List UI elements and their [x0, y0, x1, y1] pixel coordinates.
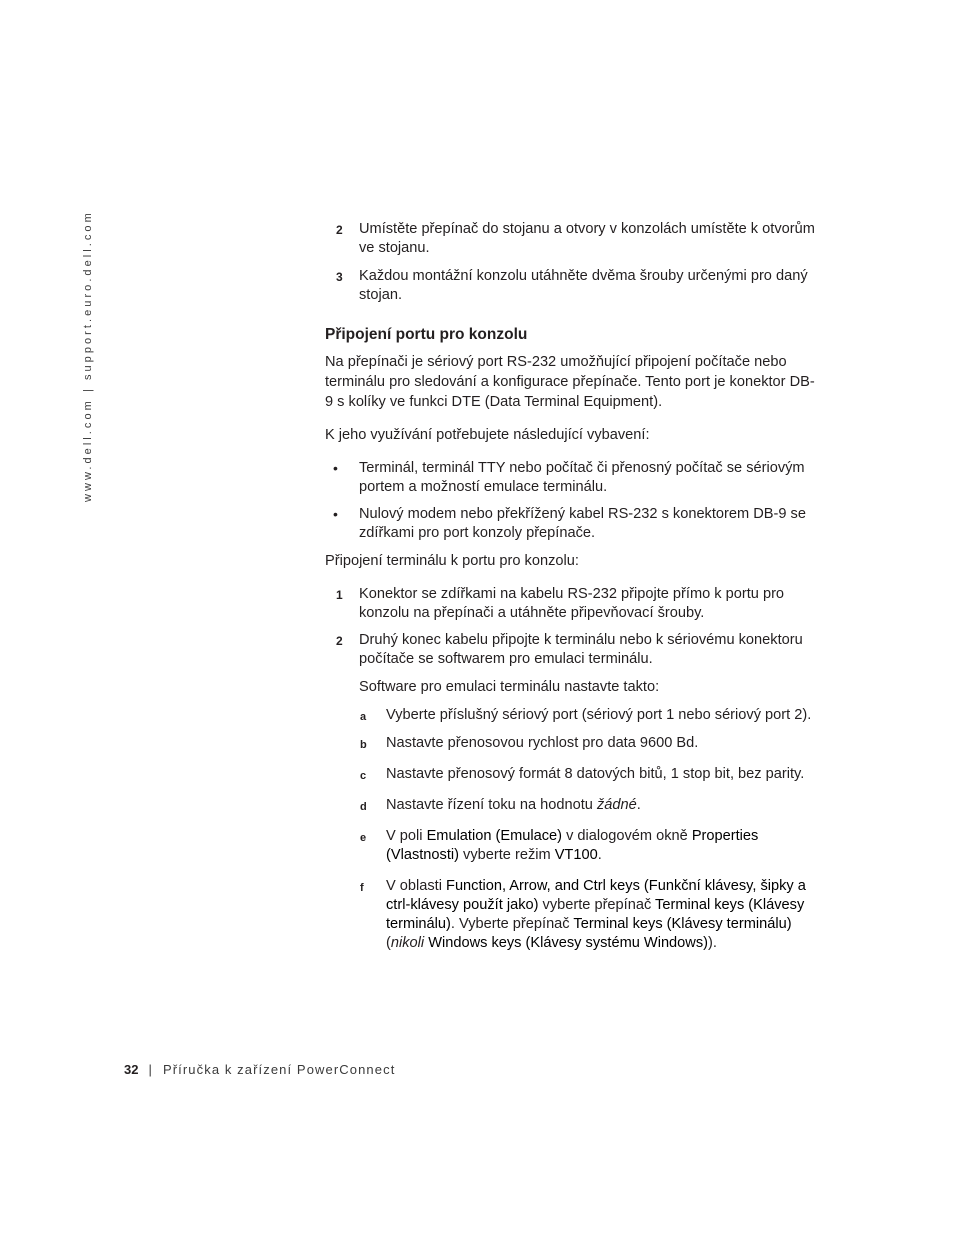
- ui-term: VT100: [554, 847, 598, 863]
- setup-intro: [325, 678, 820, 698]
- emphasis-text: žádné: [596, 797, 637, 813]
- text-run: Nastavte řízení toku na hodnotu: [386, 797, 597, 813]
- text-run: . Vyberte přepínač: [450, 916, 574, 932]
- text-run: vyberte přepínač: [538, 897, 656, 913]
- list-item: [325, 877, 820, 957]
- ui-term: Terminal keys (Klávesy terminálu): [386, 897, 805, 932]
- list-item: [325, 796, 820, 816]
- substep-letter: a: [360, 711, 367, 723]
- equipment-intro: K jeho využívání potřebujete následující vybavení:: [325, 427, 650, 443]
- list-item: [325, 765, 820, 785]
- step-text: Každou montážní konzolu utáhněte dvěma šrouby určenými pro daný stojan.: [359, 268, 808, 303]
- ui-term: Windows keys (Klávesy systému Windows): [428, 935, 708, 951]
- substep-text: Vyberte příslušný sériový port (sériový port 1 nebo sériový port 2).: [386, 707, 812, 723]
- step-number: 2: [336, 634, 343, 648]
- substep-text: [386, 796, 822, 815]
- substep-letter: f: [360, 882, 364, 894]
- connect-intro: Připojení terminálu k portu pro konzolu:: [325, 553, 579, 569]
- step-number: 2: [336, 223, 343, 237]
- text-run: V oblasti: [386, 878, 447, 894]
- step-text: Druhý konec kabelu připojte k terminálu nebo k sériovému konektoru počítače se softwarem pro emulaci terminálu.: [359, 632, 803, 667]
- list-item: [325, 220, 820, 260]
- section-heading: Připojení portu pro konzolu: [325, 326, 528, 343]
- text-run: (: [386, 935, 391, 951]
- list-item: [325, 631, 820, 671]
- text-run: v dialogovém okně: [562, 828, 692, 844]
- step-text: Konektor se zdířkami na kabelu RS-232 připojte přímo k portu pro konzolu na přepínači a utáhněte připevňovací šrouby.: [359, 586, 785, 621]
- side-url-text: www.dell.com | support.euro.dell.com: [82, 210, 94, 502]
- emphasis-text: nikoli: [390, 935, 425, 951]
- substep-letter: c: [360, 770, 367, 782]
- substep-text: Nastavte přenosový formát 8 datových bitů, 1 stop bit, bez parity.: [386, 766, 805, 782]
- list-item: [325, 585, 820, 625]
- ui-term: Emulation (Emulace): [426, 828, 563, 844]
- text-run: ).: [708, 935, 717, 951]
- intro-paragraph: Na přepínači je sériový port RS-232 umožňující připojení počítače nebo terminálu pro sledování a konfigurace přepínače. Tento port je konektor DB-9 s kolíky ve funkci DTE (Data Terminal Equipment).: [325, 354, 815, 410]
- bullet-icon: •: [333, 460, 338, 476]
- bullet-icon: •: [333, 506, 338, 522]
- page-footer: [124, 1062, 395, 1077]
- text-run: V poli: [386, 828, 427, 844]
- footer-title: Příručka k zařízení PowerConnect: [162, 1062, 396, 1077]
- text-run: .: [636, 797, 641, 813]
- page-number: 32: [124, 1062, 139, 1077]
- substep-letter: b: [360, 739, 367, 751]
- step-number: 3: [336, 270, 343, 284]
- list-item: [325, 505, 820, 545]
- substep-letter: d: [360, 801, 367, 813]
- step-text: Umístěte přepínač do stojanu a otvory v konzolách umístěte k otvorům ve stojanu.: [359, 221, 815, 256]
- substep-text: Nastavte přenosovou rychlost pro data 9600 Bd.: [386, 735, 699, 751]
- text-run: vyberte režim: [459, 847, 555, 863]
- substep-text: [386, 877, 822, 953]
- side-url: [78, 210, 100, 502]
- text-run: .: [597, 847, 602, 863]
- bullet-text: Nulový modem nebo překřížený kabel RS-232 s konektorem DB-9 se zdířkami pro port konzoly přepínače.: [359, 506, 806, 541]
- setup-text: Software pro emulaci terminálu nastavte takto:: [359, 679, 660, 695]
- list-item: [325, 734, 820, 754]
- footer-separator: |: [148, 1062, 153, 1077]
- ui-term: Function, Arrow, and Ctrl keys (Funkční klávesy, šipky a ctrl-klávesy použít jako): [386, 878, 806, 913]
- list-item: [325, 706, 820, 726]
- list-item: [325, 827, 820, 867]
- ui-term: Properties (Vlastnosti): [386, 828, 759, 863]
- list-item: [325, 459, 820, 499]
- substep-text: [386, 827, 822, 865]
- list-item: [325, 267, 820, 307]
- substep-letter: e: [360, 832, 367, 844]
- ui-term: Terminal keys (Klávesy terminálu): [573, 916, 792, 932]
- bullet-text: Terminál, terminál TTY nebo počítač či přenosný počítač se sériovým portem a možností emulace terminálu.: [359, 460, 805, 495]
- step-number: 1: [336, 588, 343, 602]
